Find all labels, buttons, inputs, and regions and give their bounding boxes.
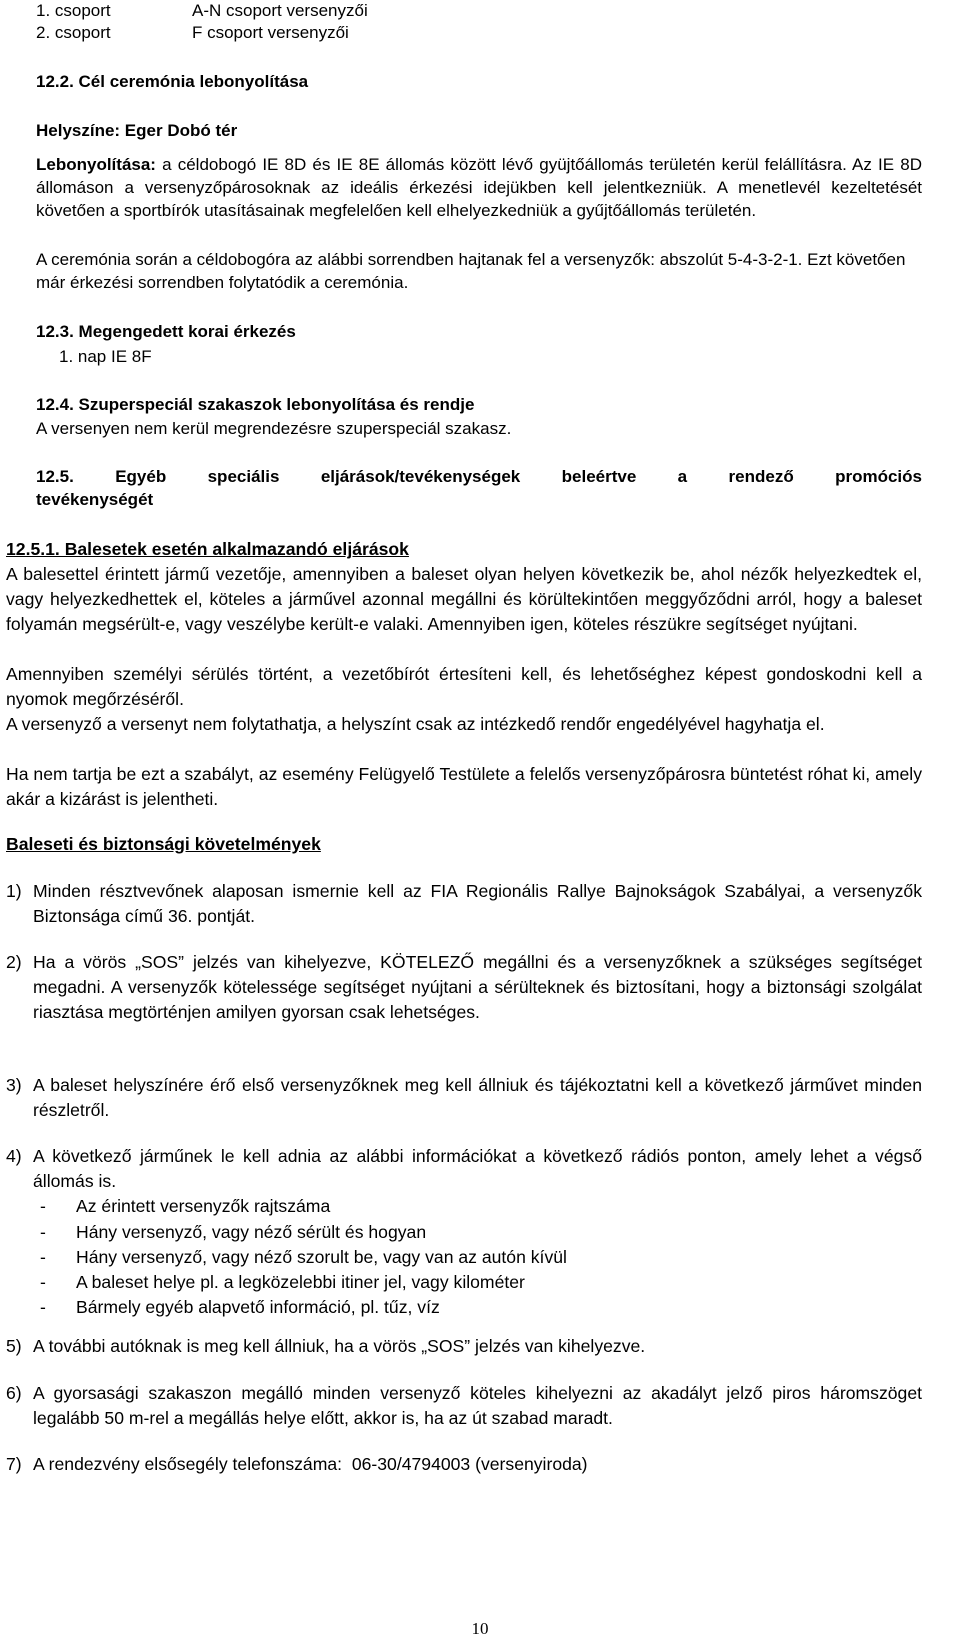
section-12-5-1-title: 12.5.1. Balesetek esetén alkalmazandó eljárások bbox=[6, 539, 409, 559]
safety-heading bbox=[6, 832, 922, 857]
safety-item-4 bbox=[6, 1144, 922, 1320]
section-12-4-heading: 12.4. Szuperspeciál szakaszok lebonyolítása és rendje bbox=[36, 395, 475, 414]
list-item bbox=[40, 1194, 922, 1219]
group-row-1 bbox=[36, 0, 368, 22]
item-number: 4) bbox=[6, 1146, 22, 1166]
item-text: A rendezvény elsősegély telefonszáma: 06-30/4794003 (versenyiroda) bbox=[33, 1454, 588, 1474]
item-number: 2) bbox=[6, 952, 22, 972]
accident-paragraph-3: A versenyző a versenyt nem folytathatja, a helyszínt csak az intézkedő rendőr engedélyével hagyhatja el. bbox=[6, 714, 825, 734]
safety-item-1 bbox=[6, 879, 922, 929]
list-item-text: A baleset helye pl. a legközelebbi itiner jel, vagy kilométer bbox=[76, 1272, 525, 1293]
early-arrival-item: 1. nap IE 8F bbox=[59, 347, 152, 366]
safety-item-7 bbox=[6, 1452, 922, 1477]
item-number: 1) bbox=[6, 881, 22, 901]
group-label: 2. csoport bbox=[36, 23, 111, 42]
group-label: 1. csoport bbox=[36, 1, 111, 20]
item-text: A baleset helyszínére érő első versenyzőknek meg kell állniuk és tájékoztatni kell a következő járművet minden részletről. bbox=[33, 1075, 922, 1121]
item-text: A további autóknak is meg kell állniuk, ha a vörös „SOS” jelzés van kihelyezve. bbox=[33, 1336, 646, 1356]
safety-item-6 bbox=[6, 1381, 922, 1431]
lebonyolitasa-text: a céldobogó IE 8D és IE 8E állomás között lévő gyüjtőállomás területén kerül felállításra. Az IE 8D állomáson a versenyzőpárosoknak az ideális érkezési idejükben kell jelentkezniük. A menetlevél kezeltetését követően a sportbírók utasításainak megfelelően kell elhelyezkedniük a gyűjtőállomás területén. bbox=[36, 155, 922, 220]
accident-paragraph-2: Amennyiben személyi sérülés történt, a vezetőbírót értesíteni kell, és lehetőséghez képest gondoskodni kell a nyomok megőrzéséről. bbox=[6, 664, 922, 710]
dash-bullet: - bbox=[40, 1297, 46, 1318]
item-text: A következő járműnek le kell adnia az alábbi információkat a következő rádiós ponton, amely lehet a végső állomás is. bbox=[33, 1146, 922, 1192]
list-item bbox=[40, 1220, 922, 1245]
item-number: 3) bbox=[6, 1075, 22, 1095]
list-item bbox=[40, 1295, 922, 1320]
ceremony-order-paragraph: A ceremónia során a céldobogóra az alábbi sorrendben hajtanak fel a versenyzők: abszolút 5-4-3-2-1. Ezt követően már érkezési sorrendben folytatódik a ceremónia. bbox=[36, 250, 906, 292]
accident-paragraph-1: A balesettel érintett jármű vezetője, amennyiben a baleset olyan helyen következik be, ahol nézők helyezkedtek el, vagy helyezkedhettek el, köteles a járművel azonnal megállni és körültekintően meggyőződni arról, hogy a baleset folyamán megsérült-e, vagy veszélybe került-e valaki. Amennyiben igen, köteles részükre segítséget nyújtani. bbox=[6, 564, 922, 635]
list-item-text: Az érintett versenyzők rajtszáma bbox=[76, 1196, 331, 1217]
list-item bbox=[40, 1245, 922, 1270]
safety-item-3 bbox=[6, 1073, 922, 1123]
item-text: Ha a vörös „SOS” jelzés van kihelyezve, KÖTELEZŐ megállni és a versenyzőknek a szükséges segítséget megadni. A versenyzők kötelessége segítséget nyújtani a sérülteknek és biztosítani, hogy a biztonsági szolgálat riasztása megtörténjen amilyen gyorsan csak lehetséges. bbox=[33, 952, 922, 1023]
group-row-2 bbox=[36, 22, 349, 44]
list-item-text: Bármely egyéb alapvető információ, pl. tűz, víz bbox=[76, 1297, 440, 1318]
dash-bullet: - bbox=[40, 1221, 46, 1242]
info-sublist bbox=[40, 1194, 922, 1320]
item-number: 5) bbox=[6, 1336, 22, 1356]
item-text: A gyorsasági szakaszon megálló minden versenyző köteles kihelyezni az akadályt jelző piros háromszöget legalább 50 m-rel a megállás helye előtt, akkor is, ha az út szabad maradt. bbox=[33, 1383, 922, 1429]
section-12-2-heading: 12.2. Cél ceremónia lebonyolítása bbox=[36, 72, 309, 91]
list-item-text: Hány versenyző, vagy néző szorult be, vagy van az autón kívül bbox=[76, 1246, 567, 1267]
list-item-text: Hány versenyző, vagy néző sérült és hogyan bbox=[76, 1221, 427, 1242]
safety-item-2 bbox=[6, 950, 922, 1026]
section-12-5-heading: 12.5. Egyéb speciális eljárások/tevékenységek beleértve a rendező promóciós tevékenységét bbox=[36, 467, 922, 509]
item-number: 7) bbox=[6, 1454, 22, 1474]
dash-bullet: - bbox=[40, 1196, 46, 1217]
superspecial-text: A versenyen nem kerül megrendezésre szuperspeciál szakasz. bbox=[36, 419, 512, 438]
lebonyolitasa-label: Lebonyolítása: bbox=[36, 155, 156, 174]
accident-paragraph-4: Ha nem tartja be ezt a szabályt, az esemény Felügyelő Testülete a felelős versenyzőpárosra büntetést róhat ki, amely akár a kizárást is jelentheti. bbox=[6, 764, 922, 810]
item-text: Minden résztvevőnek alaposan ismernie kell az FIA Regionális Rallye Bajnokságok Szabályai, a versenyzők Biztonsága című 36. pontját. bbox=[33, 881, 922, 927]
safety-title: Baleseti és biztonsági követelmények bbox=[6, 834, 321, 854]
section-12-3-heading: 12.3. Megengedett korai érkezés bbox=[36, 322, 296, 341]
dash-bullet: - bbox=[40, 1246, 46, 1267]
location-line: Helyszíne: Eger Dobó tér bbox=[36, 121, 238, 140]
section-12-5-1-heading bbox=[6, 537, 922, 562]
item-number: 6) bbox=[6, 1383, 22, 1403]
group-value: F csoport versenyzői bbox=[192, 23, 349, 42]
lebonyolitasa-paragraph bbox=[36, 153, 922, 222]
group-value: A-N csoport versenyzői bbox=[192, 1, 368, 20]
dash-bullet: - bbox=[40, 1272, 46, 1293]
page-number: 10 bbox=[471, 1619, 489, 1638]
safety-item-5 bbox=[6, 1334, 922, 1359]
list-item bbox=[40, 1270, 922, 1295]
